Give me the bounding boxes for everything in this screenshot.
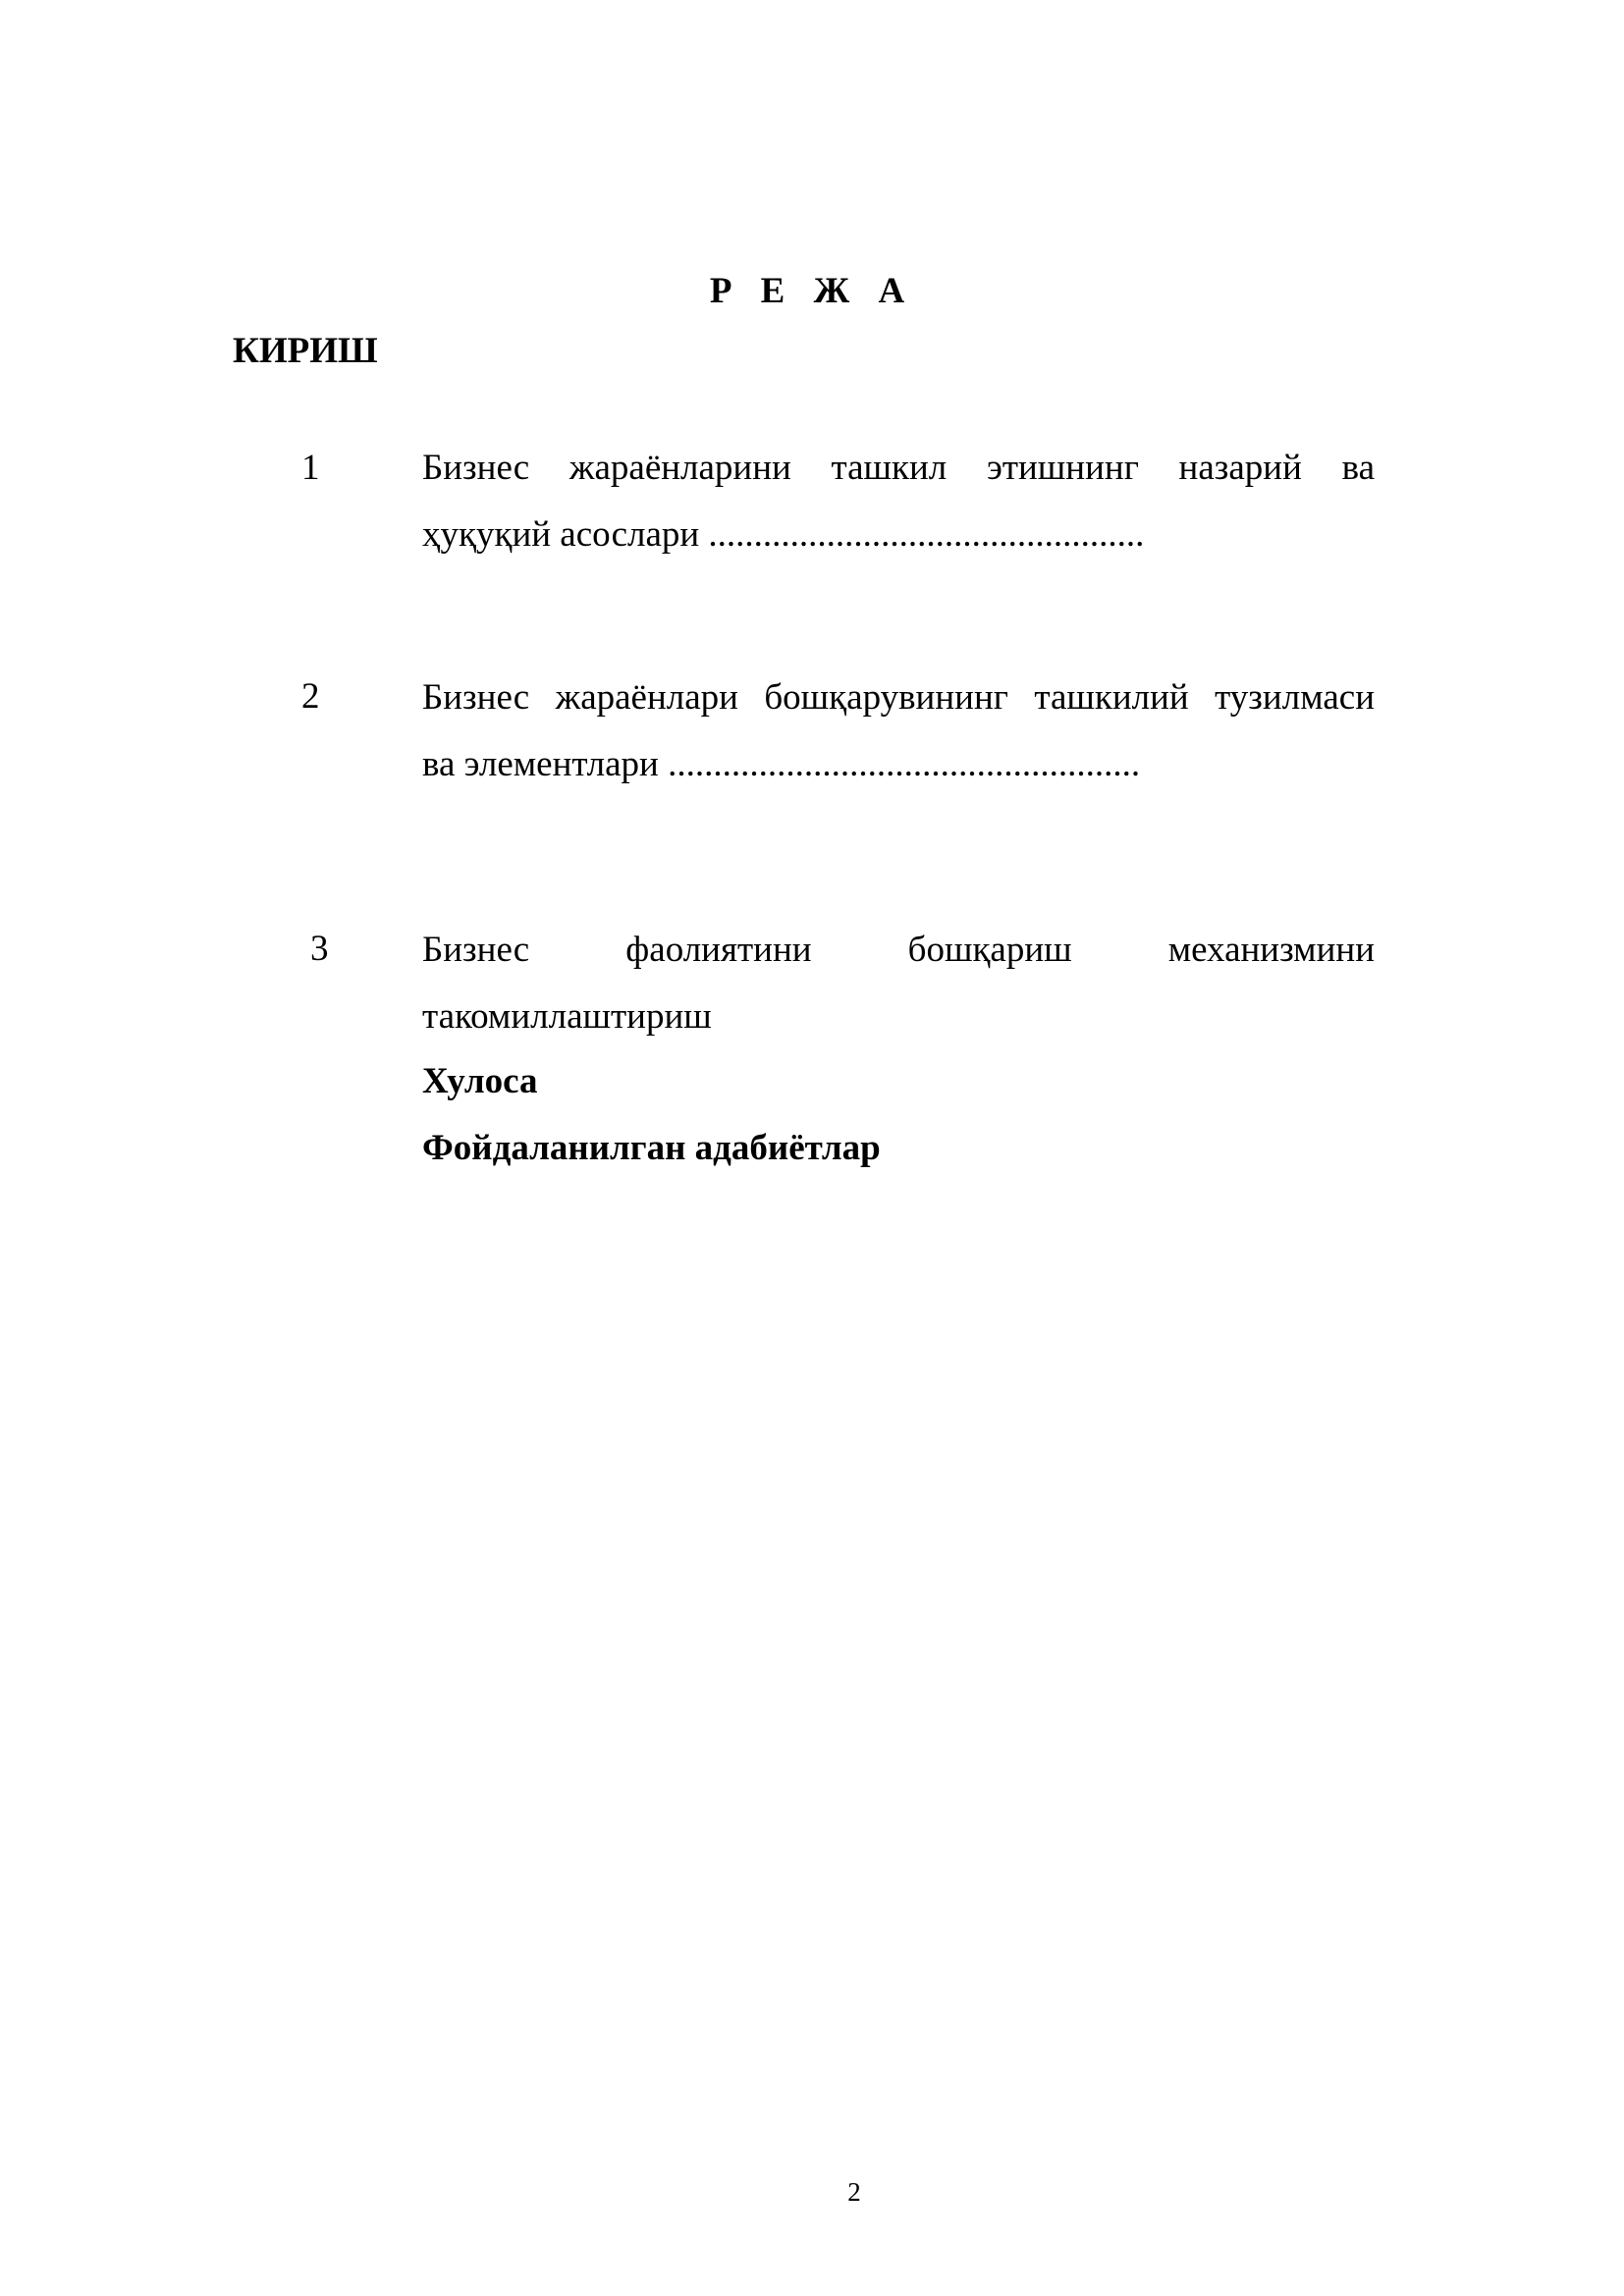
references-heading: Фойдаланилган адабиётлар [422, 1128, 881, 1168]
list-item [422, 435, 1375, 568]
list-item [422, 665, 1375, 798]
list-item-line: Бизнес жараёнларини ташкил этишнинг назарий ва [422, 448, 1375, 488]
page-title: Р Е Ж А [709, 271, 915, 311]
list-item-line: такомиллаштириш [422, 996, 712, 1037]
list-item-line: Бизнес жараёнлари бошқарувининг ташкилий тузилмаси [422, 677, 1375, 718]
list-item-line: Бизнес фаолиятини бошқариш механизмини [422, 930, 1375, 970]
conclusion-heading: Хулоса [422, 1061, 538, 1101]
intro-heading: КИРИШ [233, 331, 378, 371]
list-item-line: ва элементлари .................................................... [422, 744, 1141, 784]
item-number: 3 [310, 929, 329, 969]
list-item [422, 917, 1375, 1050]
item-number: 2 [301, 676, 320, 717]
page-number: 2 [847, 2177, 861, 2207]
list-item-line: ҳуқуқий асослари ................................................ [422, 514, 1145, 555]
item-number: 1 [301, 448, 320, 488]
